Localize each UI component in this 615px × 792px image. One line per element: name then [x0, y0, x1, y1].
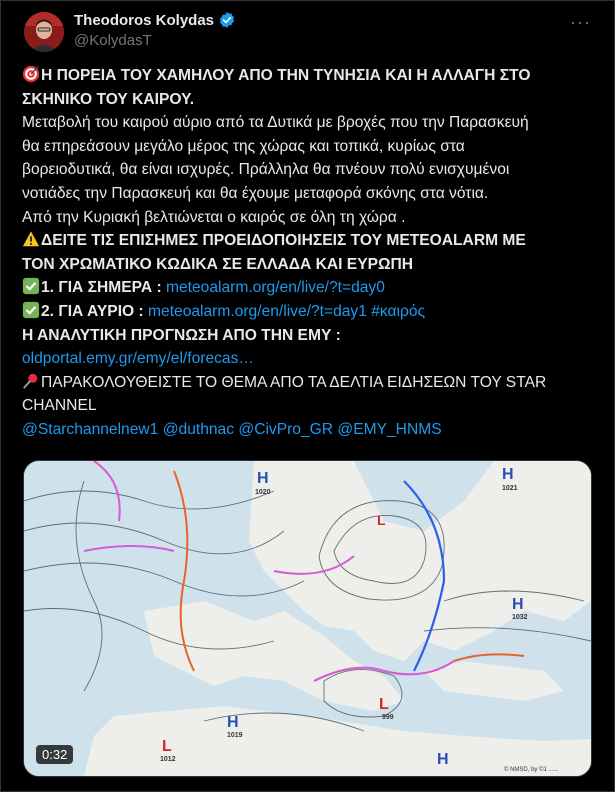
- map-label: 999: [382, 714, 394, 721]
- tomorrow-label: 2. ΓΙΑ ΑΥΡΙΟ :: [41, 302, 149, 320]
- follow-line-1: ΠΑΡΑΚΟΛΟΥΘΕΙΣΤΕ ΤΟ ΘΕΜΑ ΑΠΟ ΤΑ ΔΕΛΤΙΑ ΕΙΔΗΣΕΩΝ ΤΟΥ STAR: [41, 373, 547, 391]
- map-label: 1032: [512, 614, 528, 621]
- author-name[interactable]: Theodoros Kolydas: [74, 11, 215, 29]
- check-emoji-icon: [22, 277, 40, 295]
- pushpin-emoji-icon: [22, 372, 40, 390]
- verified-badge-icon: [218, 11, 236, 29]
- check-emoji-icon: [22, 301, 40, 319]
- mention-link[interactable]: @duthnac: [162, 420, 235, 438]
- paragraph-line-5: Από την Κυριακή βελτιώνεται ο καιρός σε όλη τη χώρα .: [22, 208, 406, 226]
- map-label: L: [379, 696, 389, 713]
- hashtag-link[interactable]: #καιρός: [371, 302, 426, 320]
- mention-link[interactable]: @EMY_HNMS: [337, 420, 442, 438]
- author-handle[interactable]: @KolydasT: [74, 32, 152, 49]
- follow-line-2: CHANNEL: [22, 397, 97, 415]
- warning-emoji-icon: [22, 230, 40, 248]
- map-label: H: [227, 714, 239, 731]
- emy-heading: Η ΑΝΑΛΥΤΙΚΗ ΠΡΟΓΝΩΣΗ ΑΠΟ ΤΗΝ ΕΜΥ :: [22, 326, 341, 344]
- target-emoji-icon: [22, 65, 40, 83]
- map-label: H: [437, 751, 449, 768]
- headline-line-1: Η ΠΟΡΕΙΑ ΤΟΥ ΧΑΜΗΛΟΥ ΑΠΟ ΤΗΝ ΤΥΝΗΣΙΑ ΚΑΙ Η ΑΛΛΑΓΗ ΣΤΟ: [41, 67, 531, 84]
- map-credit: © NMSD, by ©1 ......: [504, 767, 559, 773]
- paragraph-line-1: Μεταβολή του καιρού αύριο από τα Δυτικά με βροχές που την Παρασκευή: [22, 114, 529, 132]
- map-label: L: [377, 512, 386, 528]
- video-duration: 0:32: [36, 745, 73, 764]
- tomorrow-link[interactable]: meteoalarm.org/en/live/?t=day1: [148, 302, 367, 320]
- tweet-text: [22, 64, 592, 442]
- map-label: 1020: [255, 489, 271, 496]
- mention-link[interactable]: @Starchannelnew1: [22, 420, 159, 438]
- map-label: H: [257, 470, 269, 487]
- weather-map-image: [24, 461, 591, 776]
- map-label: 1021: [502, 485, 518, 492]
- map-label: 1012: [160, 756, 176, 763]
- paragraph-line-3: βορειοδυτικά, θα είναι ισχυρές. Πράλληλα θα πνέουν πολύ ενισχυμένοι: [22, 161, 510, 179]
- today-label: 1. ΓΙΑ ΣΗΜΕΡΑ :: [41, 279, 167, 297]
- map-label: 1019: [227, 732, 243, 739]
- mention-link[interactable]: @CivPro_GR: [238, 420, 334, 438]
- video-player[interactable]: [23, 460, 592, 777]
- map-label: H: [512, 596, 524, 613]
- headline-line-2: ΣΚΗΝΙΚΟ ΤΟΥ ΚΑΙΡΟΥ.: [22, 90, 195, 108]
- warning-line-2: ΤΟΝ ΧΡΩΜΑΤΙΚΟ ΚΩΔΙΚΑ ΣΕ ΕΛΛΑΔΑ ΚΑΙ ΕΥΡΩΠΗ: [22, 255, 414, 273]
- avatar[interactable]: [24, 12, 64, 52]
- today-link[interactable]: meteoalarm.org/en/live/?t=day0: [166, 279, 385, 297]
- map-label: H: [502, 466, 514, 483]
- more-icon[interactable]: ···: [570, 12, 591, 32]
- paragraph-line-2: θα επηρεάσουν μεγάλο μέρος της χώρας και τοπικά, κυρίως στα: [22, 137, 465, 155]
- warning-line-1: ΔΕΙΤΕ ΤΙΣ ΕΠΙΣΗΜΕΣ ΠΡΟΕΙΔΟΠΟΙΗΣΕΙΣ ΤΟΥ METEOALARM ΜΕ: [41, 232, 526, 250]
- paragraph-line-4: νοτιάδες την Παρασκευή και θα έχουμε μεταφορά σκόνης στα νότια.: [22, 184, 489, 202]
- map-label: L: [162, 738, 172, 755]
- emy-link[interactable]: oldportal.emy.gr/emy/el/forecas…: [22, 350, 254, 368]
